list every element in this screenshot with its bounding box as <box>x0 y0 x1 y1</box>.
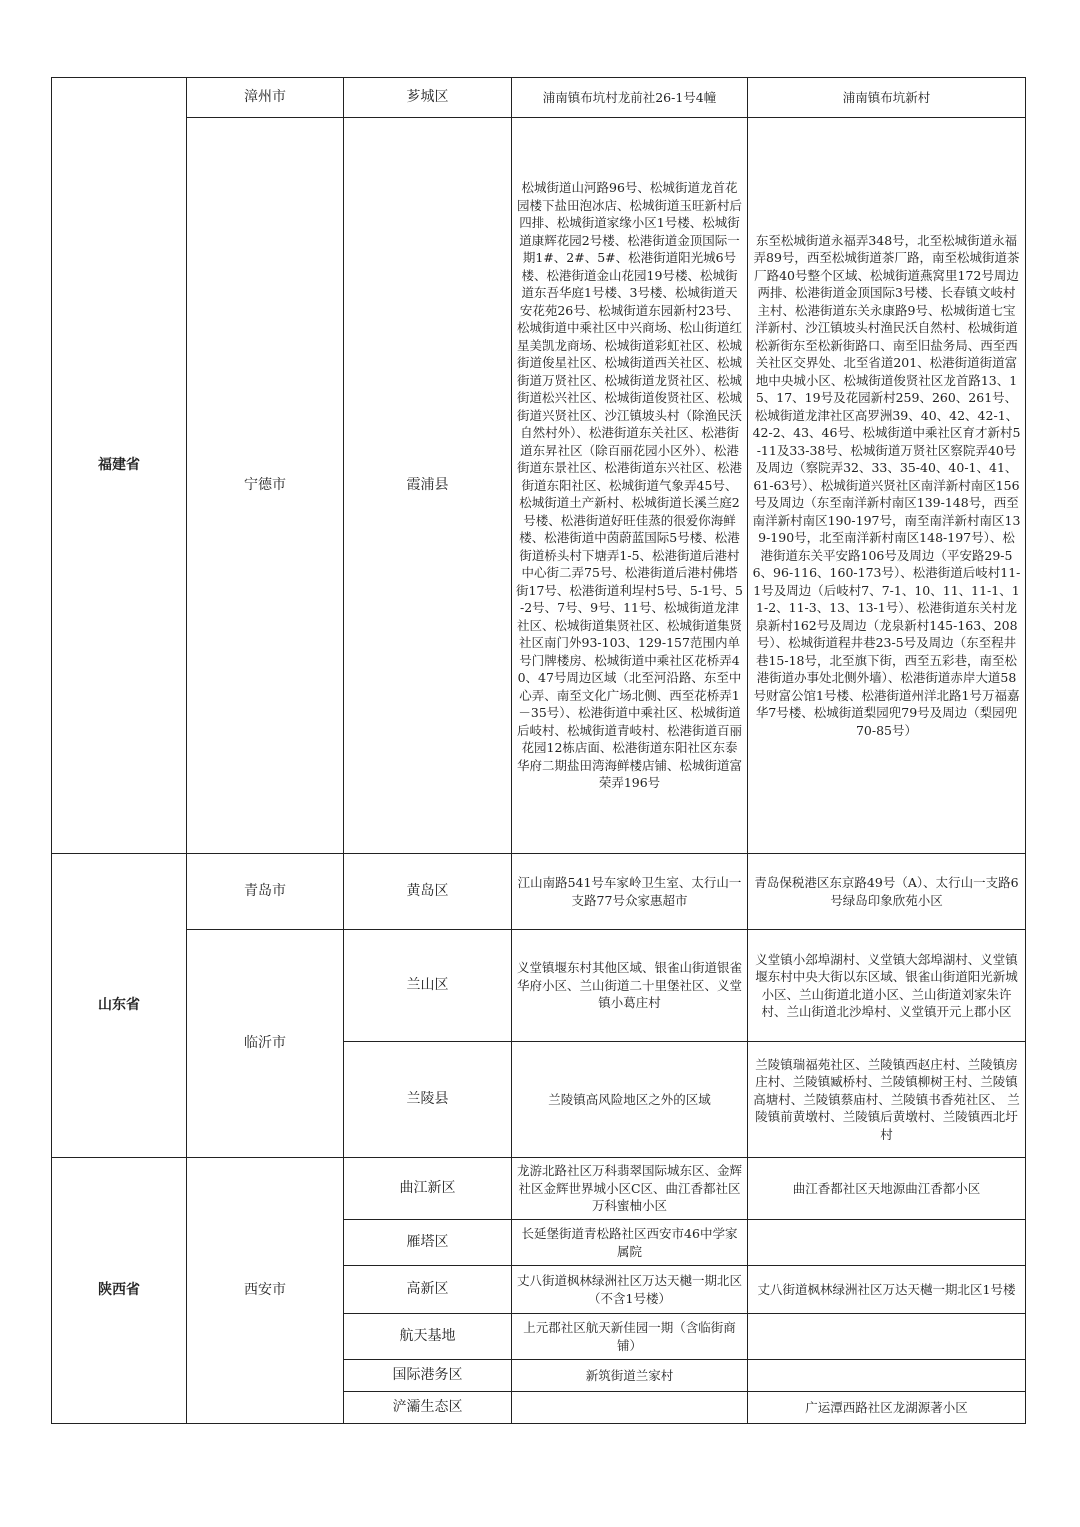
medium-risk-area-cell: 兰陵镇瑞福苑社区、兰陵镇西赵庄村、兰陵镇房庄村、兰陵镇臧桥村、兰陵镇柳树王村、兰陵镇高塘村、兰陵镇蔡庙村、兰陵镇书香苑社区、 兰陵镇前黄墩村、兰陵镇后黄墩村、兰陵镇西北圩村 <box>748 1042 1026 1158</box>
medium-risk-area-cell: 浦南镇布坑新村 <box>748 78 1026 118</box>
table-row <box>52 930 1026 1042</box>
medium-risk-area-cell: 曲江香都社区天地源曲江香都小区 <box>748 1158 1026 1220</box>
city-cell: 临沂市 <box>187 930 344 1158</box>
medium-risk-area-cell: 东至松城街道永福弄348号，北至松城街道永福弄89号，西至松城街道茶厂路，南至松城街道茶厂路40号整个区域、松城街道燕窝里172号周边两排、松港街道金顶国际3号楼、长春镇文岐村主村、松港街道东关永康路9号、松城街道七宝洋新村、沙江镇坡头村渔民沃自然村、松城街道松新街东至松新街路口、南至旧盐务局、西至西关社区交界处、北至省道201、松港街道街道富地中央城小区、松城街道俊贤社区龙首路13、15、17、19号及花园新村259、260、261号、松城街道龙津社区高罗洲39、40、42、42-1、42-2、43、46号、松城街道中乘社区育才新村5-11及33-38号、松城街道万贤社区察院弄40号及周边（察院弄32、33、35-40、40-1、41、61-63号）、松城街道兴贤社区南洋新村南区156号及周边（东至南洋新村南区139-148号，西至南洋新村南区190-197号，南至南洋新村南区139-190号，北至南洋新村南区148-197号）、松港街道东关平安路106号及周边（平安路29-56、96-116、160-173号）、松港街道后岐村11-1号及周边（后岐村7、7-1、10、11、11-1、11-2、11-3、13、13-1号）、松港街道东关村龙泉新村162号及周边（龙泉新村145-163、208号）、松城街道程井巷23-5号及周边（东至程井巷15-18号，北至旗下街，西至五彩巷，南至松港街道办事处北侧外墙）、松港街道赤岸大道58号财富公馆1号楼、松港街道州洋北路1号万福嘉华7号楼、松城街道梨园兜79号及周边（梨园兜70-85号） <box>748 118 1026 854</box>
medium-risk-area-cell: 青岛保税港区东京路49号（A）、太行山一支路6号绿岛印象欣苑小区 <box>748 854 1026 930</box>
high-risk-area-cell: 丈八街道枫林绿洲社区万达天樾一期北区（不含1号楼） <box>512 1266 748 1314</box>
risk-area-table <box>51 77 1026 1424</box>
medium-risk-area-cell: 丈八街道枫林绿洲社区万达天樾一期北区1号楼 <box>748 1266 1026 1314</box>
medium-risk-area-cell <box>748 1360 1026 1392</box>
table-row <box>52 118 1026 854</box>
high-risk-area-cell: 浦南镇布坑村龙前社26-1号4幢 <box>512 78 748 118</box>
district-cell: 兰山区 <box>344 930 512 1042</box>
district-cell: 浐灞生态区 <box>344 1392 512 1424</box>
district-cell: 兰陵县 <box>344 1042 512 1158</box>
district-cell: 航天基地 <box>344 1314 512 1360</box>
city-cell: 西安市 <box>187 1158 344 1424</box>
medium-risk-area-cell: 广运潭西路社区龙湖源著小区 <box>748 1392 1026 1424</box>
high-risk-area-cell: 松城街道山河路96号、松城街道龙首花园楼下盐田泡冰店、松城街道玉旺新村后四排、松城街道家缘小区1号楼、松城街道康辉花园2号楼、松港街道金顶国际一期1#、2#、5#、松港街道阳光城6号楼、松港街道金山花园19号楼、松城街道东吾华庭1号楼、3号楼、松城街道天安花苑26号、松城街道东园新村23号、松城街道中乘社区中兴商场、松山街道红星美凯龙商场、松城街道彩虹社区、松城街道俊星社区、松城街道西关社区、松城街道万贤社区、松城街道龙贤社区、松城街道松兴社区、松城街道俊贤社区、松城街道兴贤社区、沙江镇坡头村（除渔民沃自然村外）、松港街道东关社区、松港街道东昇社区（除百丽花园小区外）、松港街道东景社区、松港街道东兴社区、松港街道东阳社区、松城街道气象弄45号、松城街道土产新村、松城街道长溪兰庭2号楼、松港街道好旺佳蒸的很爱你海鲜楼、松港街道中茵蔚蓝国际5号楼、松港街道桥头村下塘弄1-5、松港街道后港村中心街二弄75号、松港街道后港村佛塔街17号、松港街道利埕村5号、5-1号、5-2号、7号、9号、11号、松城街道龙津社区、松城街道集贤社区、松城街道集贤社区南门外93-103、129-157范围内单号门牌楼房、松城街道中乘社区花桥弄40、47号周边区域（北至河沿路、东至中心弄、南至文化广场北侧、西至花桥弄1－35号）、松港街道中乘社区、松城街道后岐村、松城街道青岐村、松港街道百丽花园12栋店面、松港街道东阳社区东泰华府二期盐田湾海鲜楼店铺、松城街道富荣弄196号 <box>512 118 748 854</box>
district-cell: 雁塔区 <box>344 1220 512 1266</box>
high-risk-area-cell: 江山南路541号车家岭卫生室、太行山一支路77号众家惠超市 <box>512 854 748 930</box>
high-risk-area-cell: 义堂镇堰东村其他区域、银雀山街道银雀华府小区、兰山街道二十里堡社区、义堂镇小葛庄村 <box>512 930 748 1042</box>
city-cell: 漳州市 <box>187 78 344 118</box>
district-cell: 高新区 <box>344 1266 512 1314</box>
high-risk-area-cell: 上元郡社区航天新佳园一期（含临街商铺） <box>512 1314 748 1360</box>
table-row <box>52 1158 1026 1220</box>
province-cell: 陕西省 <box>52 1158 187 1424</box>
district-cell: 国际港务区 <box>344 1360 512 1392</box>
province-cell: 福建省 <box>52 78 187 854</box>
city-cell: 宁德市 <box>187 118 344 854</box>
district-cell: 霞浦县 <box>344 118 512 854</box>
high-risk-area-cell: 兰陵镇高风险地区之外的区域 <box>512 1042 748 1158</box>
high-risk-area-cell: 龙游北路社区万科翡翠国际城东区、金辉社区金辉世界城小区C区、曲江香都社区万科蜜柚小区 <box>512 1158 748 1220</box>
district-cell: 芗城区 <box>344 78 512 118</box>
district-cell: 黄岛区 <box>344 854 512 930</box>
city-cell: 青岛市 <box>187 854 344 930</box>
high-risk-area-cell: 新筑街道兰家村 <box>512 1360 748 1392</box>
district-cell: 曲江新区 <box>344 1158 512 1220</box>
medium-risk-area-cell: 义堂镇小郐埠湖村、义堂镇大郐埠湖村、义堂镇堰东村中央大街以东区域、银雀山街道阳光新城小区、兰山街道北道小区、兰山街道刘家朱许村、兰山街道北沙埠村、义堂镇开元上郡小区 <box>748 930 1026 1042</box>
high-risk-area-cell <box>512 1392 748 1424</box>
table-row <box>52 854 1026 930</box>
table-row <box>52 78 1026 118</box>
province-cell: 山东省 <box>52 854 187 1158</box>
high-risk-area-cell: 长延堡街道青松路社区西安市46中学家属院 <box>512 1220 748 1266</box>
medium-risk-area-cell <box>748 1220 1026 1266</box>
medium-risk-area-cell <box>748 1314 1026 1360</box>
